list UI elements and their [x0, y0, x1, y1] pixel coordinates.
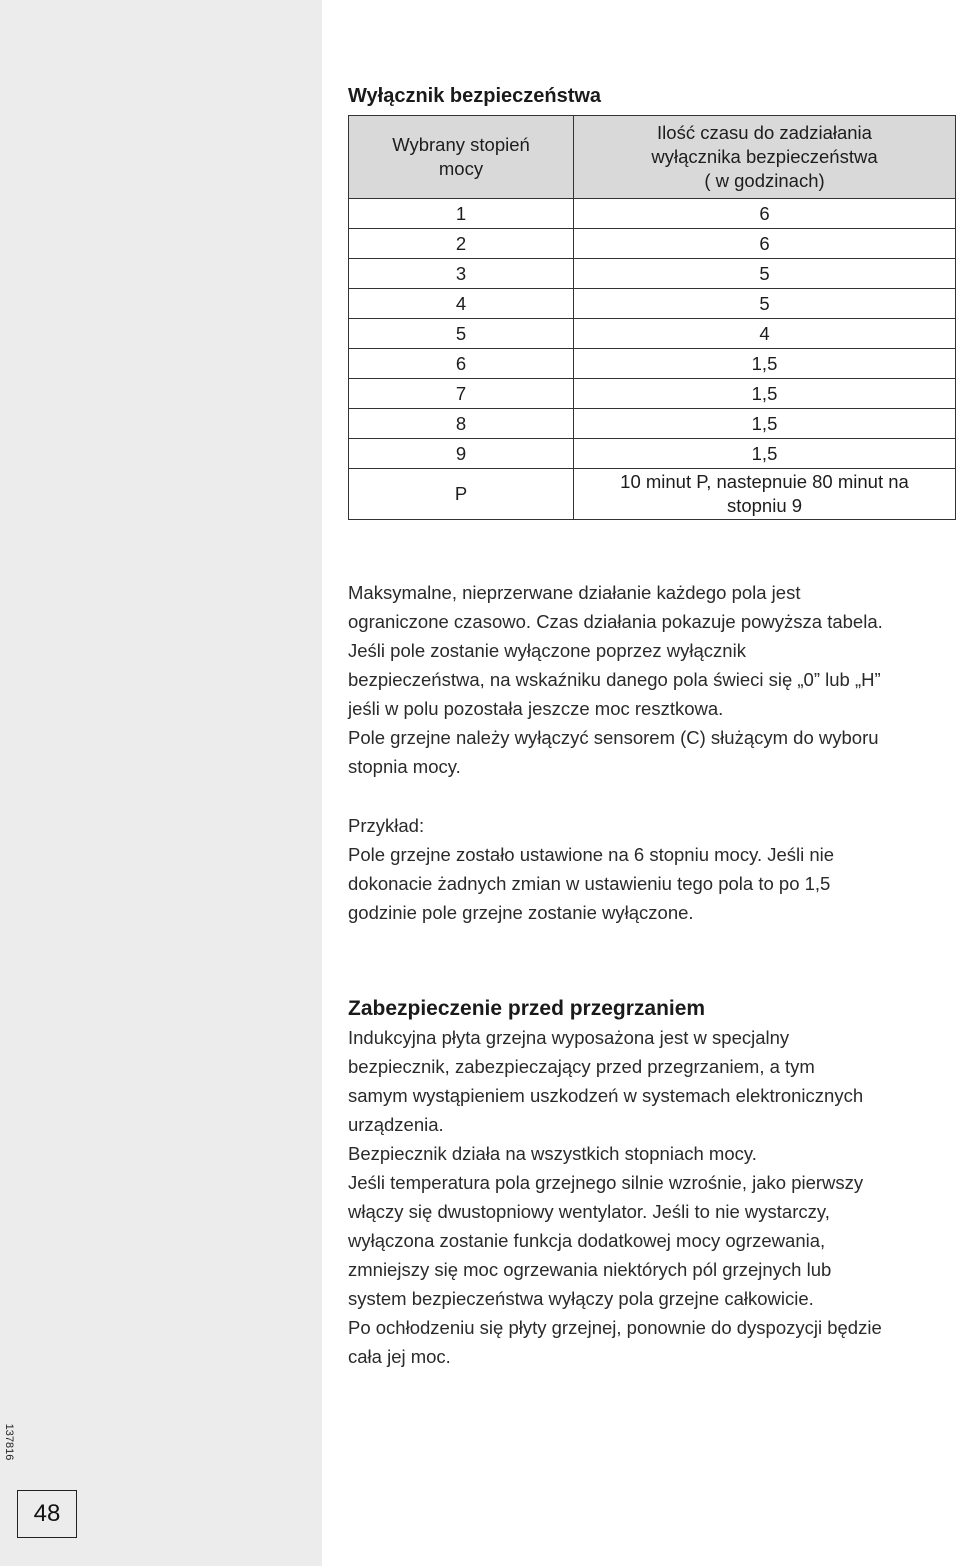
cell-power-level: 7	[349, 379, 574, 409]
table-row	[349, 439, 956, 469]
safety-switch-description: Maksymalne, nieprzerwane działanie każdego pola jest ograniczone czasowo. Czas działania pokazuje powyższa tabela. Jeśli pole zostanie wyłączone poprzez wyłącznik bezpieczeństwa, na wskaźniku danego pola świeci się „0” lub „H” jeśli w polu pozostała jeszcze moc resztkowa. Pole grzejne należy wyłączyć sensorem (C) służącym do wyboru stopnia mocy.	[348, 582, 883, 777]
cell-time: 1,5	[574, 409, 956, 439]
table-row	[349, 259, 956, 289]
safety-switch-table	[348, 115, 956, 520]
page-number: 48	[33, 1500, 61, 1527]
left-margin-panel	[0, 0, 322, 1566]
header-power-level: Wybrany stopień mocy	[349, 116, 574, 199]
example-text: Pole grzejne zostało ustawione na 6 stopniu mocy. Jeśli nie dokonacie żadnych zmian w ustawieniu tego pola to po 1,5 godzinie pole grzejne zostanie wyłączone.	[348, 844, 835, 923]
cell-time: 5	[574, 289, 956, 319]
cell-power-level: 4	[349, 289, 574, 319]
table-row	[349, 319, 956, 349]
document-id: 137816	[3, 1423, 15, 1461]
table-row	[349, 409, 956, 439]
overheat-protection-text: Indukcyjna płyta grzejna wyposażona jest w specjalny bezpiecznik, zabezpieczający przed przegrzaniem, a tym samym wystąpieniem uszkodzeń w systemach elektronicznych urządzenia. Bezpiecznik działa na wszystkich stopniach mocy. Jeśli temperatura pola grzejnego silnie wzrośnie, jako pierwszy włączy się dwustopniowy wentylator. Jeśli to nie wystarczy, wyłączona zostanie funkcja dodatkowej mocy ogrzewania, zmniejszy się moc ogrzewania niektórych pól grzejnych lub system bezpieczeństwa wyłączy pola grzejne całkowicie. Po ochłodzeniu się płyty grzejnej, ponownie do dyspozycji będzie cała jej moc.	[348, 1027, 882, 1367]
table-row	[349, 349, 956, 379]
table-row	[349, 229, 956, 259]
header-time-hours: Ilość czasu do zadziałania wyłącznika bezpieczeństwa ( w godzinach)	[574, 116, 956, 199]
cell-time: 5	[574, 259, 956, 289]
cell-time: 1,5	[574, 439, 956, 469]
cell-time: 1,5	[574, 349, 956, 379]
section-title-safety-switch: Wyłącznik bezpieczeństwa	[348, 85, 602, 107]
cell-time: 6	[574, 229, 956, 259]
table-row	[349, 289, 956, 319]
cell-power-level: P	[349, 469, 574, 520]
cell-time: 1,5	[574, 379, 956, 409]
page-number-box	[17, 1490, 77, 1538]
table-header-row	[349, 116, 956, 199]
cell-power-level: 9	[349, 439, 574, 469]
cell-power-level: 1	[349, 199, 574, 229]
page-content	[348, 83, 958, 1371]
cell-power-level: 2	[349, 229, 574, 259]
cell-power-level: 3	[349, 259, 574, 289]
example-label: Przykład:	[348, 815, 425, 836]
table-row	[349, 379, 956, 409]
section-title-overheat-protection: Zabezpieczenie przed przegrzaniem	[348, 997, 706, 1020]
cell-power-level: 6	[349, 349, 574, 379]
cell-power-level: 5	[349, 319, 574, 349]
cell-time: 10 minut P, nastepnuie 80 minut na stopniu 9	[574, 469, 956, 520]
cell-time: 4	[574, 319, 956, 349]
table-row	[349, 199, 956, 229]
table-row	[349, 469, 956, 520]
cell-time: 6	[574, 199, 956, 229]
cell-power-level: 8	[349, 409, 574, 439]
